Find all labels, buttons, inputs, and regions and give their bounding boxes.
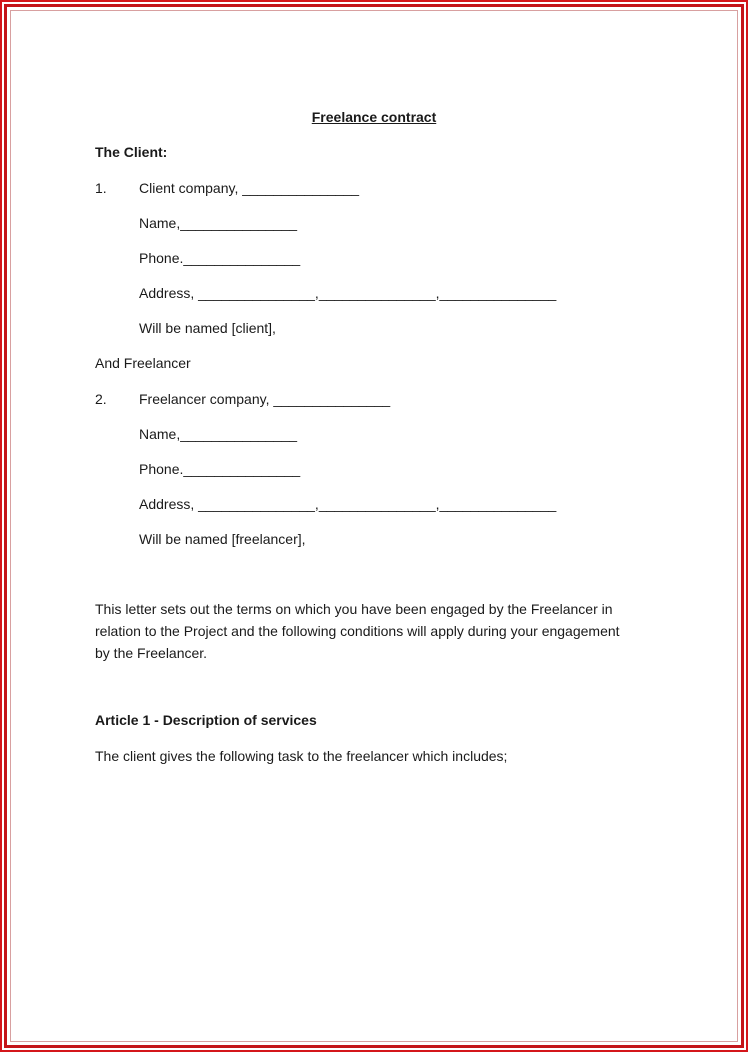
and-freelancer-text: And Freelancer [95,355,191,371]
freelancer-phone-field: Phone._______________ [139,461,301,477]
freelancer-address-field: Address, _______________,_______________,_______________ [139,496,557,512]
article1-heading: Article 1 - Description of services [95,712,317,728]
freelancer-name-field: Name,_______________ [139,426,298,442]
intro-line: This letter sets out the terms on which you have been engaged by the Freelancer in [95,601,613,617]
freelancer-number: 2. [95,391,107,407]
article1-text: The client gives the following task to the freelancer which includes; [95,748,508,764]
client-address-field: Address, _______________,_______________,_______________ [139,285,557,301]
intro-line: relation to the Project and the following conditions will apply during your engagement [95,623,620,639]
client-heading: The Client: [95,144,168,160]
client-company-field: Client company, _______________ [139,180,360,196]
freelancer-named-text: Will be named [freelancer], [139,531,306,547]
client-phone-field: Phone._______________ [139,250,301,266]
client-named-text: Will be named [client], [139,320,276,336]
document-title: Freelance contract [311,109,437,125]
client-number: 1. [95,180,107,196]
intro-paragraph [95,598,665,664]
freelancer-company-field: Freelancer company, _______________ [139,391,391,407]
client-name-field: Name,_______________ [139,215,298,231]
page-border-line [10,10,738,1042]
intro-line: by the Freelancer. [95,645,208,661]
